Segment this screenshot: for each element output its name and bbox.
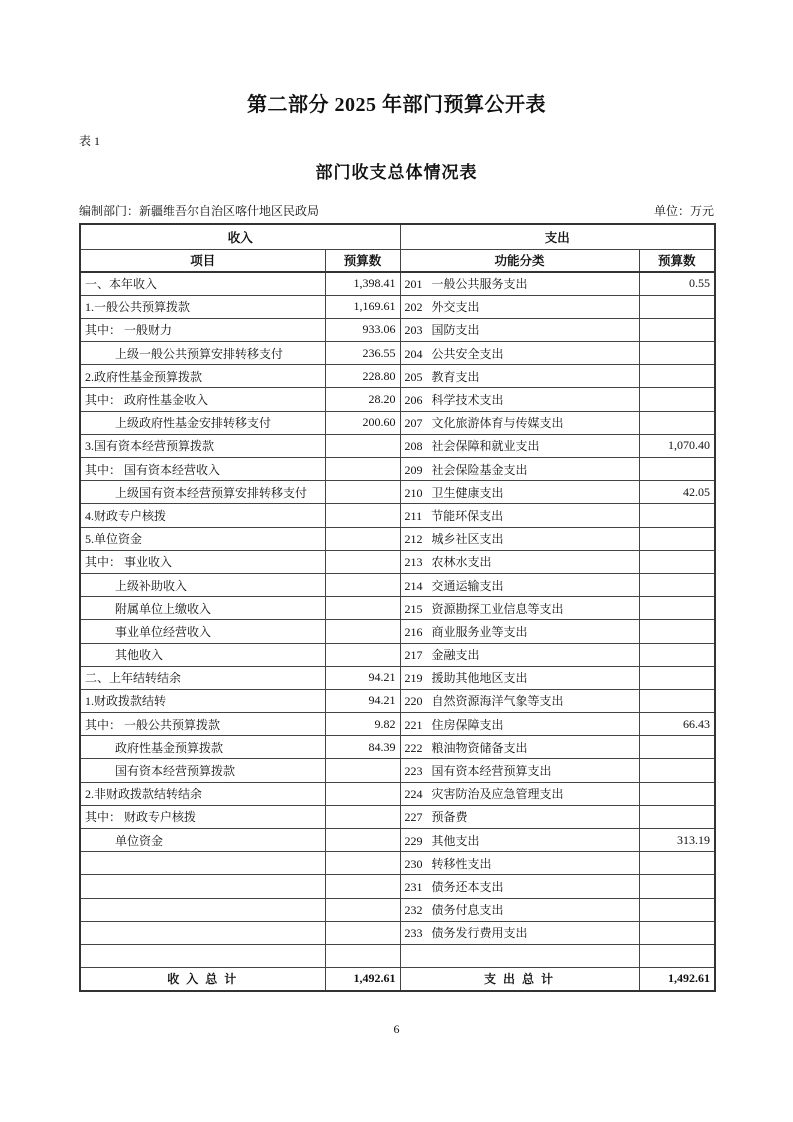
expense-label-cell <box>400 388 639 411</box>
table-row <box>80 898 715 921</box>
function-column-header: 功能分类 <box>400 249 639 272</box>
income-item-cell: 其中： 国有资本经营收入 <box>80 458 325 481</box>
table-number-label: 表 1 <box>79 134 101 148</box>
expense-label-cell <box>400 759 639 782</box>
expense-code: 202 <box>404 300 423 315</box>
table-row <box>80 736 715 759</box>
income-item-cell: 事业单位经营收入 <box>80 620 325 643</box>
expense-value-cell <box>639 365 715 388</box>
expense-value-cell <box>639 805 715 828</box>
expense-value-cell <box>639 759 715 782</box>
income-value-cell: 1,398.41 <box>325 272 400 295</box>
expense-label-cell <box>400 689 639 712</box>
expense-name: 外交支出 <box>431 300 480 315</box>
income-item-cell: 附属单位上缴收入 <box>80 597 325 620</box>
expense-code: 213 <box>404 555 423 570</box>
income-item-cell: 其中： 政府性基金收入 <box>80 388 325 411</box>
expense-name: 交通运输支出 <box>431 578 504 593</box>
expense-value-cell <box>639 852 715 875</box>
expense-value-cell: 1,070.40 <box>639 434 715 457</box>
expense-name: 教育支出 <box>431 369 480 384</box>
table-row <box>80 342 715 365</box>
expense-value-cell: 0.55 <box>639 272 715 295</box>
expense-label-cell <box>400 782 639 805</box>
expense-value-cell <box>639 736 715 759</box>
income-value-cell <box>325 805 400 828</box>
expense-code: 204 <box>404 346 423 361</box>
expense-label-cell <box>400 434 639 457</box>
income-value-cell <box>325 527 400 550</box>
expense-total-value: 1,492.61 <box>639 968 715 991</box>
income-item-cell: 单位资金 <box>80 829 325 852</box>
expense-code: 223 <box>404 764 423 779</box>
income-value-cell <box>325 921 400 944</box>
income-budget-column-header: 预算数 <box>325 249 400 272</box>
table-group-header-row <box>80 224 715 249</box>
expense-label-cell <box>400 713 639 736</box>
table-meta-row <box>79 202 714 219</box>
table-row <box>80 272 715 295</box>
expense-label-cell <box>400 736 639 759</box>
expense-code: 201 <box>404 277 423 292</box>
table-row <box>80 573 715 596</box>
expense-name: 住房保障支出 <box>431 717 504 732</box>
income-item-cell <box>80 921 325 944</box>
table-row <box>80 713 715 736</box>
income-value-cell <box>325 458 400 481</box>
expense-code: 220 <box>404 694 423 709</box>
income-value-cell <box>325 434 400 457</box>
table-row <box>80 944 715 967</box>
income-total-value: 1,492.61 <box>325 968 400 991</box>
expense-value-cell <box>639 944 715 967</box>
table-body <box>80 272 715 968</box>
expense-value-cell <box>639 875 715 898</box>
expense-name: 灾害防治及应急管理支出 <box>431 787 564 802</box>
income-value-cell: 228.80 <box>325 365 400 388</box>
expense-label-cell <box>400 295 639 318</box>
income-value-cell: 94.21 <box>325 666 400 689</box>
income-value-cell <box>325 620 400 643</box>
expense-name: 自然资源海洋气象等支出 <box>431 694 564 709</box>
income-value-cell <box>325 481 400 504</box>
expense-name: 债务发行费用支出 <box>431 926 528 941</box>
table-row <box>80 411 715 434</box>
expense-code: 209 <box>404 462 423 477</box>
income-total-label: 收 入 总 计 <box>80 968 325 991</box>
table-row <box>80 550 715 573</box>
page-number: 6 <box>393 1022 400 1036</box>
expense-label-cell <box>400 550 639 573</box>
income-value-cell <box>325 829 400 852</box>
income-item-cell: 5.单位资金 <box>80 527 325 550</box>
expense-code: 208 <box>404 439 423 454</box>
income-value-cell <box>325 852 400 875</box>
income-item-cell: 上级国有资本经营预算安排转移支付 <box>80 481 325 504</box>
expense-label-cell <box>400 829 639 852</box>
expense-code: 216 <box>404 624 423 639</box>
total-row <box>80 968 715 991</box>
expense-code: 233 <box>404 926 423 941</box>
expense-code: 212 <box>404 532 423 547</box>
expense-total-label: 支 出 总 计 <box>400 968 639 991</box>
expense-value-cell <box>639 689 715 712</box>
expense-label-cell <box>400 527 639 550</box>
income-item-cell: 其中： 一般财力 <box>80 318 325 341</box>
expense-name: 粮油物资储备支出 <box>431 740 528 755</box>
income-item-cell: 其中： 一般公共预算拨款 <box>80 713 325 736</box>
expense-value-cell <box>639 388 715 411</box>
expense-code: 215 <box>404 601 423 616</box>
income-value-cell <box>325 643 400 666</box>
expense-label-cell <box>400 411 639 434</box>
table-row <box>80 295 715 318</box>
income-item-cell: 政府性基金预算拨款 <box>80 736 325 759</box>
expense-value-cell <box>639 573 715 596</box>
income-item-cell: 国有资本经营预算拨款 <box>80 759 325 782</box>
expense-value-cell <box>639 597 715 620</box>
expense-code: 206 <box>404 393 423 408</box>
expense-value-cell <box>639 504 715 527</box>
income-value-cell <box>325 759 400 782</box>
expense-value-cell: 313.19 <box>639 829 715 852</box>
expense-label-cell <box>400 643 639 666</box>
expense-label-cell <box>400 597 639 620</box>
table-column-header-row <box>80 249 715 272</box>
income-item-cell <box>80 944 325 967</box>
expense-label-cell <box>400 318 639 341</box>
expense-value-cell: 42.05 <box>639 481 715 504</box>
expense-name: 城乡社区支出 <box>431 532 504 547</box>
income-value-cell <box>325 504 400 527</box>
table-row <box>80 365 715 388</box>
expense-label-cell <box>400 458 639 481</box>
income-item-cell: 4.财政专户核拨 <box>80 504 325 527</box>
expense-label-cell <box>400 921 639 944</box>
prepared-by-label: 编制部门：新疆维吾尔自治区喀什地区民政局 <box>79 204 320 218</box>
income-item-cell: 3.国有资本经营预算拨款 <box>80 434 325 457</box>
expense-name: 其他支出 <box>431 833 480 848</box>
expense-value-cell <box>639 620 715 643</box>
table-row <box>80 318 715 341</box>
income-value-cell: 1,169.61 <box>325 295 400 318</box>
income-item-cell <box>80 852 325 875</box>
income-item-cell: 二、上年结转结余 <box>80 666 325 689</box>
income-item-cell <box>80 898 325 921</box>
expense-value-cell: 66.43 <box>639 713 715 736</box>
income-group-header: 收入 <box>80 224 400 249</box>
table-row <box>80 829 715 852</box>
expense-name: 社会保障和就业支出 <box>431 439 540 454</box>
expense-budget-column-header: 预算数 <box>639 249 715 272</box>
expense-label-cell <box>400 342 639 365</box>
expense-code: 232 <box>404 903 423 918</box>
item-column-header: 项目 <box>80 249 325 272</box>
expense-value-cell <box>639 782 715 805</box>
expense-name: 金融支出 <box>431 648 480 663</box>
table-row <box>80 921 715 944</box>
table-title-text: 部门收支总体情况表 <box>315 163 478 182</box>
income-value-cell <box>325 782 400 805</box>
budget-table <box>79 223 716 992</box>
table-row <box>80 481 715 504</box>
income-value-cell: 200.60 <box>325 411 400 434</box>
expense-name: 商业服务业等支出 <box>431 624 528 639</box>
income-item-cell: 1.财政拨款结转 <box>80 689 325 712</box>
income-item-cell: 1.一般公共预算拨款 <box>80 295 325 318</box>
income-item-cell: 一、本年收入 <box>80 272 325 295</box>
expense-name: 文化旅游体育与传媒支出 <box>431 416 564 431</box>
expense-value-cell <box>639 643 715 666</box>
income-value-cell <box>325 944 400 967</box>
expense-code: 221 <box>404 717 423 732</box>
unit-label: 单位：万元 <box>653 204 714 218</box>
table-row <box>80 643 715 666</box>
expense-code: 229 <box>404 833 423 848</box>
expense-value-cell <box>639 550 715 573</box>
income-item-cell: 其他收入 <box>80 643 325 666</box>
income-item-cell: 上级补助收入 <box>80 573 325 596</box>
expense-value-cell <box>639 342 715 365</box>
table-row <box>80 434 715 457</box>
table-row <box>80 805 715 828</box>
expense-label-cell <box>400 504 639 527</box>
expense-name: 社会保险基金支出 <box>431 462 528 477</box>
expense-code: 214 <box>404 578 423 593</box>
income-value-cell <box>325 875 400 898</box>
expense-name: 公共安全支出 <box>431 346 504 361</box>
table-row <box>80 597 715 620</box>
income-item-cell: 上级政府性基金安排转移支付 <box>80 411 325 434</box>
table-row <box>80 875 715 898</box>
expense-code: 222 <box>404 740 423 755</box>
income-item-cell: 上级一般公共预算安排转移支付 <box>80 342 325 365</box>
income-value-cell <box>325 898 400 921</box>
income-item-cell <box>80 875 325 898</box>
expense-name: 债务还本支出 <box>431 879 504 894</box>
table-row <box>80 620 715 643</box>
income-value-cell: 94.21 <box>325 689 400 712</box>
expense-code: 211 <box>404 508 423 523</box>
expense-value-cell <box>639 898 715 921</box>
table-row <box>80 527 715 550</box>
income-value-cell <box>325 573 400 596</box>
income-value-cell: 84.39 <box>325 736 400 759</box>
expense-code: 207 <box>404 416 423 431</box>
expense-label-cell <box>400 666 639 689</box>
expense-name: 转移性支出 <box>431 856 492 871</box>
expense-label-cell <box>400 852 639 875</box>
table-row <box>80 759 715 782</box>
expense-label-cell <box>400 620 639 643</box>
income-value-cell: 236.55 <box>325 342 400 365</box>
income-value-cell: 9.82 <box>325 713 400 736</box>
expense-label-cell <box>400 365 639 388</box>
expense-code: 224 <box>404 787 423 802</box>
expense-label-cell <box>400 481 639 504</box>
income-item-cell: 2.非财政拨款结转结余 <box>80 782 325 805</box>
expense-code: 217 <box>404 648 423 663</box>
expense-name: 节能环保支出 <box>431 508 504 523</box>
table-row <box>80 458 715 481</box>
expense-value-cell <box>639 666 715 689</box>
income-item-cell: 2.政府性基金预算拨款 <box>80 365 325 388</box>
expense-name: 科学技术支出 <box>431 393 504 408</box>
expense-code: 219 <box>404 671 423 686</box>
table-title <box>79 158 714 183</box>
expense-value-cell <box>639 921 715 944</box>
expense-code: 227 <box>404 810 423 825</box>
expense-code: 205 <box>404 369 423 384</box>
income-value-cell: 933.06 <box>325 318 400 341</box>
document-title: 第二部分 2025 年部门预算公开表 <box>247 94 546 116</box>
expense-label-cell <box>400 805 639 828</box>
table-row <box>80 689 715 712</box>
expense-name: 卫生健康支出 <box>431 485 504 500</box>
expense-code: 203 <box>404 323 423 338</box>
expense-name: 农林水支出 <box>431 555 492 570</box>
income-item-cell: 其中： 事业收入 <box>80 550 325 573</box>
expense-name: 一般公共服务支出 <box>431 277 528 292</box>
expense-code: 231 <box>404 879 423 894</box>
expense-value-cell <box>639 527 715 550</box>
income-item-cell: 其中： 财政专户核拨 <box>80 805 325 828</box>
expense-label-cell <box>400 573 639 596</box>
expense-label-cell <box>400 272 639 295</box>
expense-group-header: 支出 <box>400 224 715 249</box>
expense-name: 资源勘探工业信息等支出 <box>431 601 564 616</box>
expense-value-cell <box>639 458 715 481</box>
income-value-cell: 28.20 <box>325 388 400 411</box>
expense-label-cell <box>400 875 639 898</box>
expense-name: 国防支出 <box>431 323 480 338</box>
expense-name: 国有资本经营预算支出 <box>431 764 552 779</box>
income-value-cell <box>325 597 400 620</box>
table-row <box>80 852 715 875</box>
expense-label-cell <box>400 898 639 921</box>
expense-value-cell <box>639 318 715 341</box>
table-row <box>80 388 715 411</box>
table-row <box>80 782 715 805</box>
expense-name: 债务付息支出 <box>431 903 504 918</box>
expense-name: 预备费 <box>431 810 468 825</box>
expense-value-cell <box>639 295 715 318</box>
expense-name: 援助其他地区支出 <box>431 671 528 686</box>
income-value-cell <box>325 550 400 573</box>
table-row <box>80 504 715 527</box>
expense-code: 230 <box>404 856 423 871</box>
table-row <box>80 666 715 689</box>
expense-value-cell <box>639 411 715 434</box>
expense-code: 210 <box>404 485 423 500</box>
expense-label-cell <box>400 944 639 967</box>
